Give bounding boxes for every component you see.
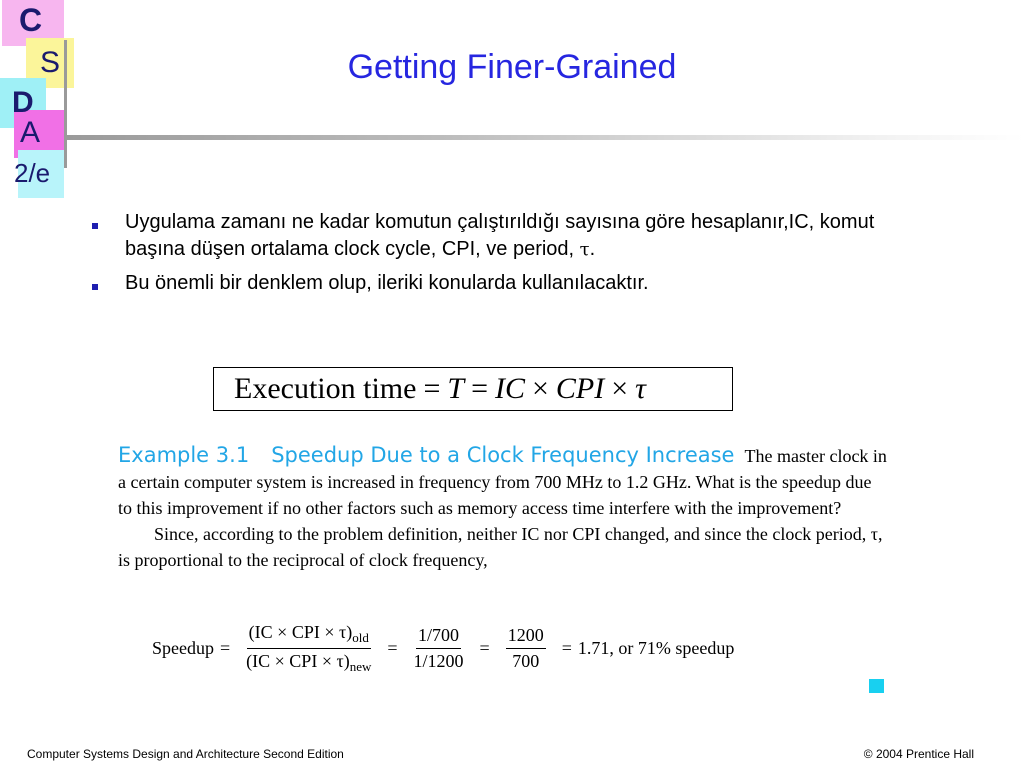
fraction-old-new: [246, 622, 371, 675]
fraction-new-den: (IC × CPI × τ): [246, 651, 350, 671]
fraction-frequency-num: 1200: [506, 625, 546, 649]
example-paragraph-2: Since, according to the problem definition, neither IC nor CPI changed, and since the clock period, τ, is proportional to the reciprocal of clock frequency,: [118, 524, 883, 570]
example-label: Example 3.1: [118, 443, 250, 467]
eq-ic: IC: [494, 372, 525, 405]
logo-letter-s: S: [40, 46, 61, 79]
speedup-formula: [152, 622, 734, 675]
bullet-item: [92, 209, 892, 263]
bullet-list: [92, 209, 892, 304]
bullet-square-icon: [92, 284, 98, 290]
footer-copyright: © 2004 Prentice Hall: [863, 747, 974, 761]
fraction-reciprocal-num: 1/700: [416, 625, 461, 649]
fraction-frequency: [506, 625, 546, 672]
example-heading: [118, 443, 734, 467]
eq-equals-1: =: [423, 372, 441, 405]
footer-book-title: Computer Systems Design and Architecture Second Edition: [27, 747, 344, 761]
bullet-text: Bu önemli bir denklem olup, ileriki konularda kullanılacaktır.: [125, 272, 649, 294]
title-underline: [66, 135, 1024, 140]
example-block: [118, 442, 888, 573]
fraction-frequency-den: 700: [512, 651, 540, 671]
eq-times-1: ×: [531, 372, 549, 405]
subscript-old: old: [352, 630, 369, 645]
speedup-equals-3: =: [479, 638, 490, 658]
speedup-result: 1.71, or 71% speedup: [577, 638, 735, 658]
fraction-reciprocal-den: 1/1200: [413, 651, 464, 671]
speedup-equals-1: =: [220, 638, 231, 658]
example-paragraph-1: [118, 442, 888, 521]
logo-letter-c: C: [19, 2, 43, 38]
speedup-equals-4: =: [561, 638, 572, 658]
eq-t: T: [447, 372, 465, 405]
bullet-square-icon: [92, 223, 98, 229]
logo-letter-a: A: [20, 116, 41, 149]
eq-lhs: Execution time: [234, 372, 417, 405]
speedup-label: Speedup: [152, 638, 214, 658]
example-text-1: The master clock in a certain computer system is increased in frequency from 700 MHz to 1.2 GHz. What is the speedup due to this improvement if no other factors such as memory access time interfere with the improvement?: [118, 446, 887, 518]
slide-title: Getting Finer-Grained: [347, 48, 677, 86]
bullet-item: [92, 270, 892, 297]
tau-symbol: τ: [579, 239, 590, 260]
eq-equals-2: =: [471, 372, 488, 405]
bullet-end: .: [589, 238, 596, 260]
fraction-old-num: (IC × CPI × τ): [248, 622, 353, 642]
example-end-marker-icon: [869, 679, 884, 693]
fraction-reciprocal: [414, 625, 464, 672]
logo-edition: 2/e: [14, 158, 51, 188]
eq-tau: τ: [635, 372, 646, 405]
eq-times-2: ×: [611, 372, 629, 405]
logo: [0, 0, 80, 200]
bullet-text: Uygulama zamanı ne kadar komutun çalıştırıldığı sayısına göre hesaplanır,IC, komut başına düşen ortalama clock cycle, CPI, ve period,: [125, 211, 875, 260]
execution-time-equation: [213, 367, 733, 411]
speedup-equals-2: =: [387, 638, 398, 658]
example-title: Speedup Due to a Clock Frequency Increase: [271, 443, 735, 467]
subscript-new: new: [349, 659, 372, 674]
eq-cpi: CPI: [555, 372, 605, 405]
logo-letter-d: D: [12, 86, 34, 119]
